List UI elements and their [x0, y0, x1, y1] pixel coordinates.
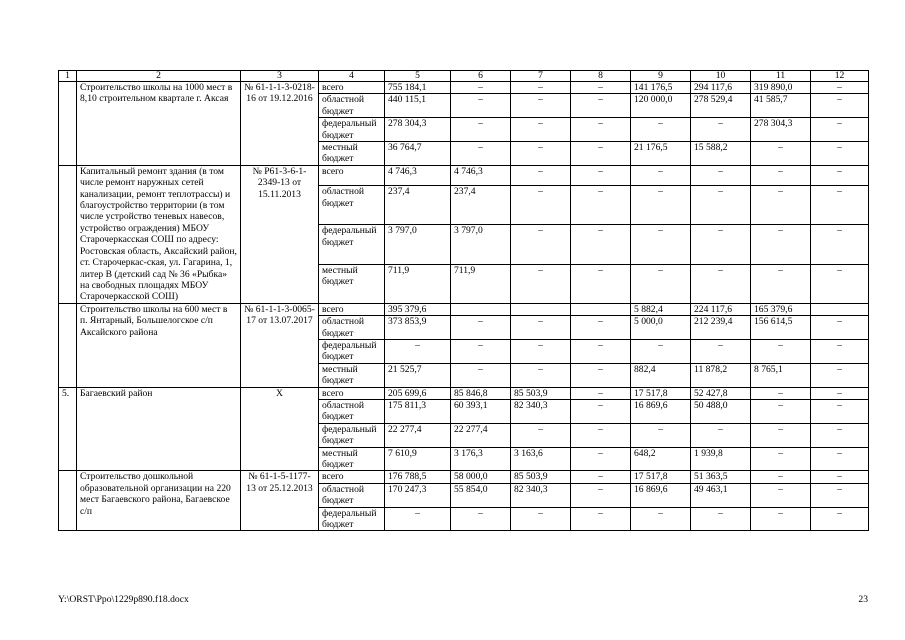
table-row [59, 303, 869, 315]
amount-cell: – [451, 507, 511, 531]
amount-cell: 440 115,1 [385, 94, 451, 118]
amount-cell: 882,4 [631, 363, 691, 387]
amount-cell: – [511, 142, 571, 166]
column-number: 8 [571, 71, 631, 82]
amount-cell: 82 340,3 [511, 483, 571, 507]
amount-cell: – [511, 423, 571, 447]
column-number: 7 [511, 71, 571, 82]
amount-cell: – [811, 225, 869, 264]
amount-cell: 755 184,1 [385, 82, 451, 94]
amount-cell: – [511, 363, 571, 387]
amount-cell: – [811, 399, 869, 423]
amount-cell [451, 303, 511, 315]
document-number: № 61-1-1-3-0065-17 от 13.07.2017 [241, 303, 319, 387]
column-number: 9 [631, 71, 691, 82]
amount-cell: 711,9 [451, 264, 511, 303]
funding-source: областной бюджет [319, 399, 385, 423]
column-number: 6 [451, 71, 511, 82]
amount-cell: 373 853,9 [385, 316, 451, 340]
amount-cell: – [691, 165, 751, 185]
amount-cell: – [631, 423, 691, 447]
amount-cell: – [751, 471, 811, 483]
amount-cell: – [511, 316, 571, 340]
funding-source: местный бюджет [319, 142, 385, 166]
amount-cell: – [691, 118, 751, 142]
column-number: 1 [59, 71, 77, 82]
amount-cell: 175 811,3 [385, 399, 451, 423]
object-name: Строительство дошкольной образовательной организации на 220 мест Багаевского района, Багаевское с/п [77, 471, 241, 531]
amount-cell: 278 529,4 [691, 94, 751, 118]
amount-cell: – [811, 186, 869, 225]
document-number: № Р61-3-6-1-2349-13 от 15.11.2013 [241, 165, 319, 303]
amount-cell: – [571, 447, 631, 471]
amount-cell: – [571, 264, 631, 303]
table-row [59, 387, 869, 399]
amount-cell: 278 304,3 [751, 118, 811, 142]
funding-source: местный бюджет [319, 447, 385, 471]
amount-cell: – [571, 483, 631, 507]
amount-cell: – [511, 165, 571, 185]
amount-cell: 51 363,5 [691, 471, 751, 483]
amount-cell: – [811, 339, 869, 363]
row-index [59, 165, 77, 303]
amount-cell: – [751, 142, 811, 166]
funding-source: всего [319, 471, 385, 483]
amount-cell: – [691, 423, 751, 447]
amount-cell: – [691, 186, 751, 225]
amount-cell: 165 379,6 [751, 303, 811, 315]
amount-cell: 205 699,6 [385, 387, 451, 399]
amount-cell: – [385, 339, 451, 363]
amount-cell: – [511, 94, 571, 118]
object-name: Капитальный ремонт здания (в том числе ремонт наружных сетей канализации, ремонт теплотрассы) и благоустройство территории (в том числе устройство теневых навесов, устройство ограждения) МБОУ Старочеркасская СОШ по адресу: Ростовская область, Аксайский район, ст. Старочеркас-ская, ул. Гагарина, 1, литер В (детский сад № 36 «Рыбка» на свободных площадях МБОУ Старочеркасской СОШ) [77, 165, 241, 303]
amount-cell: – [751, 186, 811, 225]
funding-source: федеральный бюджет [319, 225, 385, 264]
amount-cell: 4 746,3 [385, 165, 451, 185]
amount-cell [571, 303, 631, 315]
amount-cell: – [691, 264, 751, 303]
funding-source: областной бюджет [319, 186, 385, 225]
amount-cell: – [751, 225, 811, 264]
amount-cell: – [751, 423, 811, 447]
amount-cell: – [571, 507, 631, 531]
amount-cell: – [751, 507, 811, 531]
amount-cell: – [571, 363, 631, 387]
amount-cell: 85 503,9 [511, 387, 571, 399]
funding-source: областной бюджет [319, 483, 385, 507]
amount-cell: – [811, 316, 869, 340]
amount-cell: 17 517,8 [631, 387, 691, 399]
column-number: 3 [241, 71, 319, 82]
funding-source: всего [319, 387, 385, 399]
amount-cell: – [571, 387, 631, 399]
amount-cell: – [511, 186, 571, 225]
amount-cell: – [811, 471, 869, 483]
amount-cell: – [811, 363, 869, 387]
row-index: 5. [59, 387, 77, 471]
amount-cell: – [691, 339, 751, 363]
document-number: № 61-1-1-3-0218-16 от 19.12.2016 [241, 82, 319, 166]
funding-source: федеральный бюджет [319, 507, 385, 531]
amount-cell: – [571, 165, 631, 185]
table-row [59, 471, 869, 483]
amount-cell: – [511, 264, 571, 303]
amount-cell: – [571, 423, 631, 447]
amount-cell: – [511, 339, 571, 363]
amount-cell: – [751, 339, 811, 363]
column-number: 5 [385, 71, 451, 82]
document-number: № 61-1-5-1177-13 от 25.12.2013 [241, 471, 319, 531]
amount-cell: 5 000,0 [631, 316, 691, 340]
amount-cell: 82 340,3 [511, 399, 571, 423]
amount-cell: – [751, 264, 811, 303]
amount-cell: 3 163,6 [511, 447, 571, 471]
amount-cell: – [511, 507, 571, 531]
amount-cell: – [451, 82, 511, 94]
amount-cell: – [451, 118, 511, 142]
amount-cell: 8 765,1 [751, 363, 811, 387]
amount-cell: 21 525,7 [385, 363, 451, 387]
amount-cell: – [451, 94, 511, 118]
amount-cell: 120 000,0 [631, 94, 691, 118]
amount-cell: – [691, 225, 751, 264]
amount-cell: – [811, 387, 869, 399]
financing-table [58, 70, 869, 531]
amount-cell: – [811, 94, 869, 118]
amount-cell: – [631, 118, 691, 142]
object-name: Строительство школы на 1000 мест в 8,10 строительном квартале г. Аксая [77, 82, 241, 166]
amount-cell: – [451, 363, 511, 387]
amount-cell [811, 303, 869, 315]
amount-cell: 237,4 [451, 186, 511, 225]
funding-source: всего [319, 165, 385, 185]
funding-source: областной бюджет [319, 94, 385, 118]
amount-cell: – [511, 118, 571, 142]
amount-cell: 16 869,6 [631, 483, 691, 507]
amount-cell: – [751, 399, 811, 423]
row-index [59, 471, 77, 531]
amount-cell: – [571, 94, 631, 118]
amount-cell: 15 588,2 [691, 142, 751, 166]
amount-cell: – [631, 165, 691, 185]
amount-cell: 1 939,8 [691, 447, 751, 471]
funding-source: федеральный бюджет [319, 118, 385, 142]
amount-cell: 85 846,8 [451, 387, 511, 399]
amount-cell: – [751, 387, 811, 399]
funding-source: областной бюджет [319, 316, 385, 340]
amount-cell: – [571, 142, 631, 166]
amount-cell: 21 176,5 [631, 142, 691, 166]
table-row [59, 165, 869, 185]
column-number: 11 [751, 71, 811, 82]
column-number: 4 [319, 71, 385, 82]
column-number: 10 [691, 71, 751, 82]
amount-cell: – [451, 339, 511, 363]
amount-cell: – [571, 399, 631, 423]
amount-cell: 141 176,5 [631, 82, 691, 94]
amount-cell: 294 117,6 [691, 82, 751, 94]
amount-cell: 50 488,0 [691, 399, 751, 423]
funding-source: всего [319, 82, 385, 94]
amount-cell: – [811, 142, 869, 166]
table-row [59, 82, 869, 94]
object-name: Багаевский район [77, 387, 241, 471]
funding-source: федеральный бюджет [319, 423, 385, 447]
amount-cell: 7 610,9 [385, 447, 451, 471]
amount-cell: – [691, 507, 751, 531]
amount-cell: – [751, 165, 811, 185]
column-number: 12 [811, 71, 869, 82]
amount-cell: – [451, 142, 511, 166]
amount-cell: – [511, 225, 571, 264]
row-index [59, 303, 77, 387]
amount-cell: – [811, 118, 869, 142]
amount-cell: – [811, 483, 869, 507]
amount-cell: 648,2 [631, 447, 691, 471]
amount-cell: – [811, 507, 869, 531]
amount-cell: – [571, 82, 631, 94]
object-name: Строительство школы на 600 мест в п. Янтарный, Большелогское с/п Аксайского района [77, 303, 241, 387]
funding-source: федеральный бюджет [319, 339, 385, 363]
amount-cell: 55 854,0 [451, 483, 511, 507]
amount-cell: 3 176,3 [451, 447, 511, 471]
funding-source: всего [319, 303, 385, 315]
row-index [59, 82, 77, 166]
amount-cell: 5 882,4 [631, 303, 691, 315]
amount-cell: 17 517,8 [631, 471, 691, 483]
amount-cell: – [451, 316, 511, 340]
funding-source: местный бюджет [319, 264, 385, 303]
amount-cell: 36 764,7 [385, 142, 451, 166]
amount-cell: – [571, 316, 631, 340]
amount-cell: 4 746,3 [451, 165, 511, 185]
funding-source: местный бюджет [319, 363, 385, 387]
amount-cell [511, 303, 571, 315]
amount-cell: 170 247,3 [385, 483, 451, 507]
amount-cell: 395 379,6 [385, 303, 451, 315]
file-path: Y:\ORST\Ppo\1229p890.f18.docx [58, 594, 189, 605]
amount-cell: – [811, 447, 869, 471]
amount-cell: – [631, 225, 691, 264]
amount-cell: 278 304,3 [385, 118, 451, 142]
amount-cell: 212 239,4 [691, 316, 751, 340]
amount-cell: – [571, 118, 631, 142]
amount-cell: 41 585,7 [751, 94, 811, 118]
amount-cell: 58 000,0 [451, 471, 511, 483]
amount-cell: 319 890,0 [751, 82, 811, 94]
amount-cell: – [385, 507, 451, 531]
amount-cell: 60 393,1 [451, 399, 511, 423]
amount-cell: 224 117,6 [691, 303, 751, 315]
amount-cell: – [571, 471, 631, 483]
column-number-row [59, 71, 869, 82]
amount-cell: – [811, 165, 869, 185]
amount-cell: – [631, 339, 691, 363]
amount-cell: – [631, 186, 691, 225]
amount-cell: 156 614,5 [751, 316, 811, 340]
amount-cell: 16 869,6 [631, 399, 691, 423]
amount-cell: 85 503,9 [511, 471, 571, 483]
amount-cell: – [571, 339, 631, 363]
amount-cell: – [751, 483, 811, 507]
amount-cell: 237,4 [385, 186, 451, 225]
amount-cell: 11 878,2 [691, 363, 751, 387]
amount-cell: – [631, 264, 691, 303]
column-number: 2 [77, 71, 241, 82]
amount-cell: 52 427,8 [691, 387, 751, 399]
amount-cell: – [811, 264, 869, 303]
amount-cell: 711,9 [385, 264, 451, 303]
amount-cell: – [811, 82, 869, 94]
document-number: Х [241, 387, 319, 471]
amount-cell: – [751, 447, 811, 471]
page-number: 23 [858, 594, 868, 605]
amount-cell: 22 277,4 [451, 423, 511, 447]
amount-cell: 22 277,4 [385, 423, 451, 447]
amount-cell: – [571, 186, 631, 225]
amount-cell: 3 797,0 [451, 225, 511, 264]
amount-cell: – [511, 82, 571, 94]
amount-cell: – [631, 507, 691, 531]
amount-cell: 176 788,5 [385, 471, 451, 483]
amount-cell: – [571, 225, 631, 264]
amount-cell: 49 463,1 [691, 483, 751, 507]
amount-cell: – [811, 423, 869, 447]
amount-cell: 3 797,0 [385, 225, 451, 264]
